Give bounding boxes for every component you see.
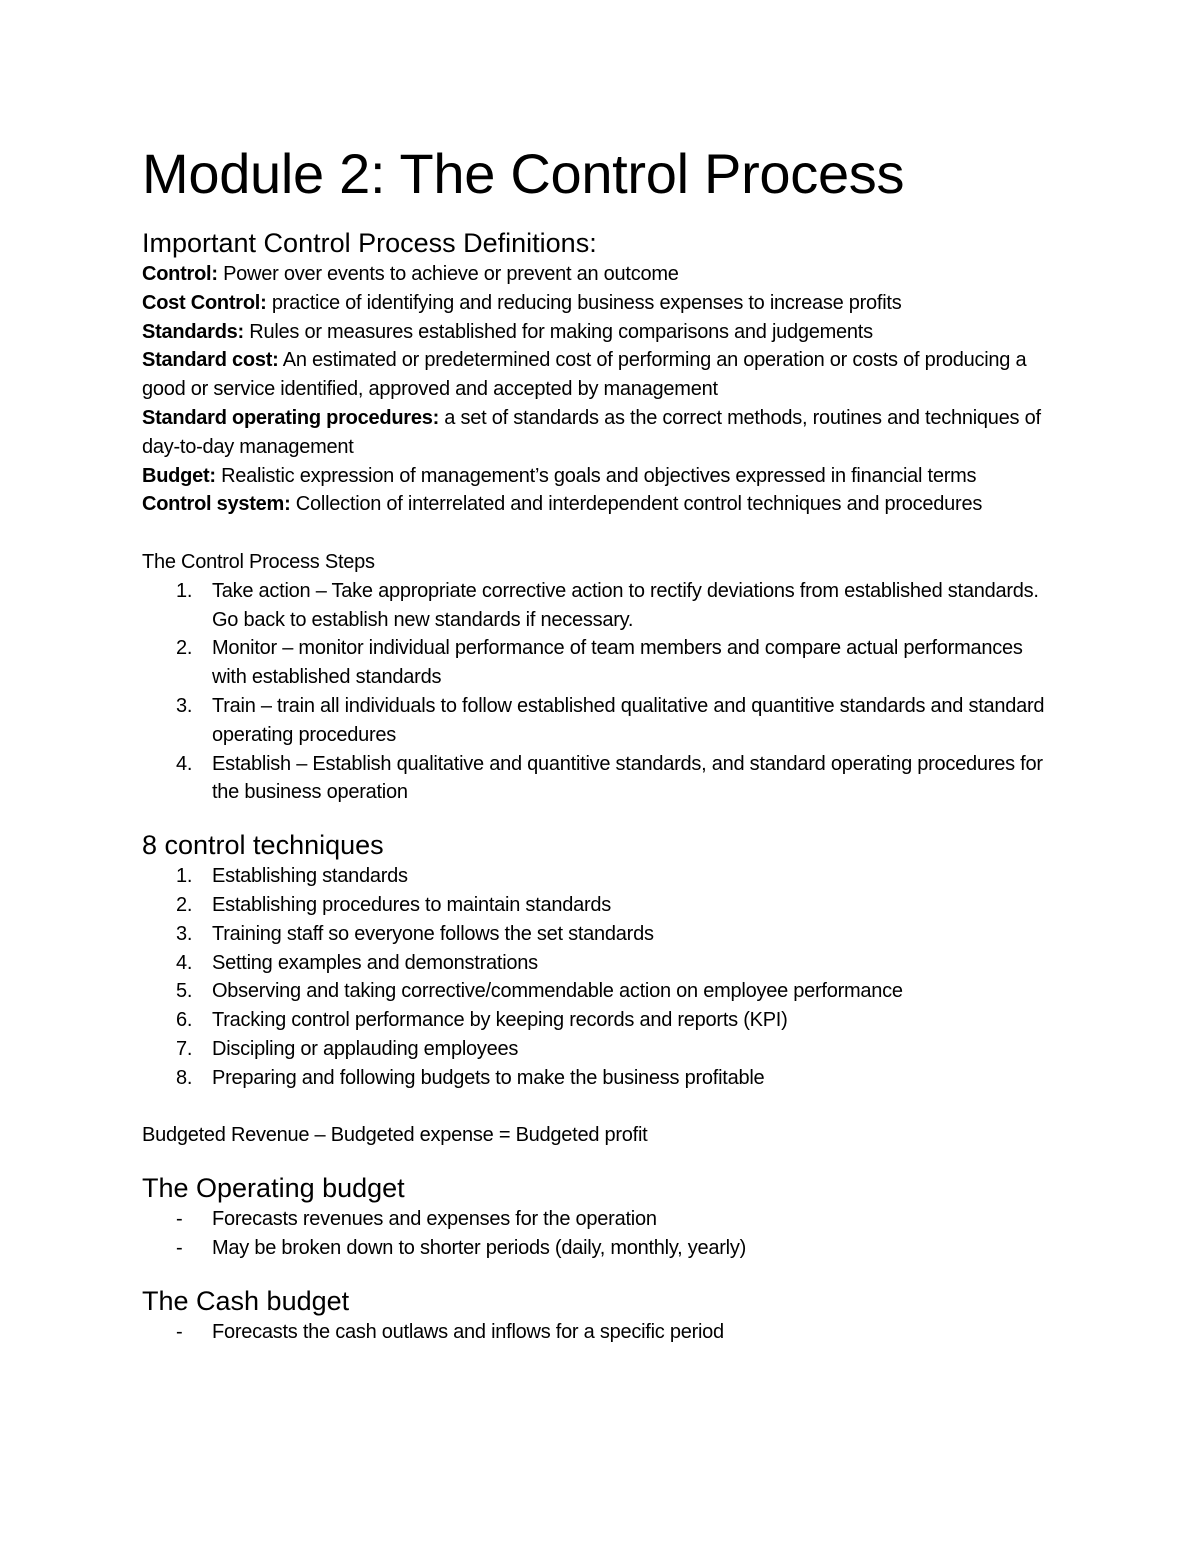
list-item-text: Establishing procedures to maintain standards — [212, 893, 611, 916]
definition-control-system — [142, 490, 1062, 519]
definition-text: Realistic expression of management’s goals and objectives expressed in financial terms — [215, 464, 977, 487]
definition-text: a set of standards as the correct methods, routines and techniques of day-to-day management — [142, 406, 1041, 458]
steps-heading: The Control Process Steps — [142, 550, 375, 573]
techniques-section — [142, 862, 1062, 1150]
dash-bullet: - — [176, 1320, 183, 1343]
list-item — [142, 1205, 1062, 1234]
list-item — [142, 1006, 1062, 1035]
list-item-text: Setting examples and demonstrations — [212, 951, 538, 974]
list-number: 3. — [176, 694, 193, 717]
steps-section — [142, 548, 1062, 807]
definition-text: Collection of interrelated and interdependent control techniques and procedures — [290, 493, 983, 516]
document-content — [142, 138, 1062, 1347]
list-number: 1. — [176, 579, 193, 602]
list-item-text: Training staff so everyone follows the set standards — [212, 922, 654, 945]
list-item — [142, 634, 1062, 692]
list-item-text: Monitor – monitor individual performance of team members and compare actual performances with established standards — [212, 637, 1023, 689]
list-number: 8. — [176, 1066, 193, 1089]
spacer — [142, 1093, 1062, 1122]
definition-term: Budget: — [142, 464, 216, 487]
list-item — [142, 750, 1062, 808]
definition-standard-cost — [142, 346, 1062, 404]
definition-term: Control system: — [142, 493, 291, 516]
list-item-text: Preparing and following budgets to make the business profitable — [212, 1066, 765, 1089]
operating-budget-section — [142, 1205, 1062, 1263]
list-item-text: Observing and taking corrective/commendable action on employee performance — [212, 980, 903, 1003]
list-item-text: Tracking control performance by keeping records and reports (KPI) — [212, 1009, 788, 1032]
spacer — [142, 1263, 1062, 1284]
list-number: 5. — [176, 980, 193, 1003]
definition-term: Cost Control: — [142, 291, 267, 314]
definitions-heading: Important Control Process Definitions: — [142, 228, 597, 258]
cash-budget-section — [142, 1318, 1062, 1347]
definition-term: Standard cost: — [142, 349, 279, 372]
dash-bullet: - — [176, 1236, 183, 1259]
operating-budget-list — [142, 1205, 1062, 1263]
list-item-text: Take action – Take appropriate corrective action to rectify deviations from established standards. Go back to establish new standards if necessary. — [212, 579, 1039, 631]
list-number: 1. — [176, 865, 193, 888]
list-item-text: Establish – Establish qualitative and quantitive standards, and standard operating procedures for the business operation — [212, 752, 1043, 804]
list-item-text: May be broken down to shorter periods (daily, monthly, yearly) — [212, 1236, 747, 1259]
list-number: 2. — [176, 637, 193, 660]
list-item — [142, 920, 1062, 949]
spacer — [142, 519, 1062, 548]
list-number: 3. — [176, 922, 193, 945]
list-item-text: Forecasts revenues and expenses for the operation — [212, 1208, 657, 1231]
definition-standards — [142, 318, 1062, 347]
list-item — [142, 1035, 1062, 1064]
spacer — [142, 807, 1062, 828]
list-number: 7. — [176, 1037, 193, 1060]
definitions-list — [142, 260, 1062, 519]
list-item — [142, 1234, 1062, 1263]
list-item-text: Train – train all individuals to follow established qualitative and quantitive standards and standard operating procedures — [212, 694, 1045, 746]
list-item — [142, 692, 1062, 750]
list-item — [142, 1318, 1062, 1347]
techniques-list — [142, 862, 1062, 1092]
dash-bullet: - — [176, 1208, 183, 1231]
list-item — [142, 891, 1062, 920]
list-number: 4. — [176, 752, 193, 775]
list-item — [142, 1064, 1062, 1093]
definition-text: Rules or measures established for making comparisons and judgements — [243, 320, 873, 343]
definition-text: practice of identifying and reducing business expenses to increase profits — [266, 291, 902, 314]
list-item-text: Establishing standards — [212, 865, 408, 888]
cash-budget-list — [142, 1318, 1062, 1347]
definition-budget — [142, 462, 1062, 491]
techniques-heading: 8 control techniques — [142, 830, 384, 861]
definition-control — [142, 260, 1062, 289]
list-number: 6. — [176, 1009, 193, 1032]
list-item-text: Discipling or applauding employees — [212, 1037, 519, 1060]
list-item — [142, 949, 1062, 978]
list-item-text: Forecasts the cash outlaws and inflows for a specific period — [212, 1320, 724, 1343]
list-number: 2. — [176, 893, 193, 916]
definition-term: Standards: — [142, 320, 244, 343]
definition-cost-control — [142, 289, 1062, 318]
definition-text: An estimated or predetermined cost of performing an operation or costs of producing a good or service identified, approved and accepted by management — [142, 349, 1027, 401]
page-title: Module 2: The Control Process — [142, 142, 905, 205]
operating-budget-heading: The Operating budget — [142, 1173, 405, 1204]
budget-formula: Budgeted Revenue – Budgeted expense = Budgeted profit — [142, 1124, 648, 1147]
definition-term: Control: — [142, 263, 218, 285]
definition-standard-operating-procedures — [142, 404, 1062, 462]
list-number: 4. — [176, 951, 193, 974]
list-item — [142, 577, 1062, 635]
definition-term: Standard operating procedures: — [142, 406, 439, 429]
definition-text: Power over events to achieve or prevent an outcome — [217, 263, 679, 285]
spacer — [142, 1150, 1062, 1171]
list-item — [142, 977, 1062, 1006]
steps-list — [142, 577, 1062, 807]
list-item — [142, 862, 1062, 891]
cash-budget-heading: The Cash budget — [142, 1285, 350, 1316]
